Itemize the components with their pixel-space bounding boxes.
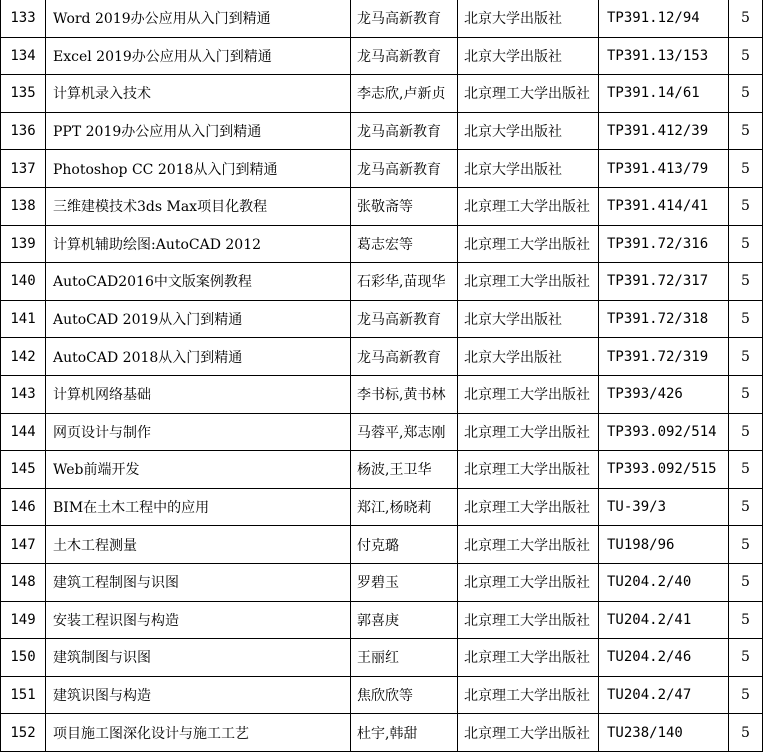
book-author: 龙马高新教育 [351,338,458,376]
row-number: 137 [1,150,46,188]
table-row [1,563,763,601]
table-row [1,375,763,413]
book-title: BIM在土木工程中的应用 [46,488,351,526]
book-publisher: 北京理工大学出版社 [458,676,599,714]
row-number: 145 [1,451,46,489]
book-publisher: 北京大学出版社 [458,0,599,37]
book-call-number: TP391.72/317 [599,263,729,301]
row-number: 148 [1,563,46,601]
row-number: 150 [1,639,46,677]
table-row [1,300,763,338]
book-title: 计算机辅助绘图:AutoCAD 2012 [46,225,351,263]
book-quantity: 5 [729,0,763,37]
book-quantity: 5 [729,714,763,752]
book-publisher: 北京理工大学出版社 [458,263,599,301]
book-title: 计算机录入技术 [46,75,351,113]
book-title: 安装工程识图与构造 [46,601,351,639]
table-row [1,413,763,451]
table-row [1,601,763,639]
book-quantity: 5 [729,676,763,714]
book-quantity: 5 [729,150,763,188]
book-publisher: 北京理工大学出版社 [458,451,599,489]
book-title: Web前端开发 [46,451,351,489]
book-quantity: 5 [729,338,763,376]
book-title: 项目施工图深化设计与施工工艺 [46,714,351,752]
book-call-number: TP393.092/515 [599,451,729,489]
book-call-number: TP393.092/514 [599,413,729,451]
book-quantity: 5 [729,112,763,150]
table-row [1,451,763,489]
table-row [1,639,763,677]
book-title: AutoCAD2016中文版案例教程 [46,263,351,301]
book-call-number: TP393/426 [599,375,729,413]
book-quantity: 5 [729,488,763,526]
book-publisher: 北京理工大学出版社 [458,526,599,564]
table-row [1,676,763,714]
table-row [1,263,763,301]
book-call-number: TP391.412/39 [599,112,729,150]
book-call-number: TP391.13/153 [599,37,729,75]
book-publisher: 北京理工大学出版社 [458,375,599,413]
book-call-number: TP391.12/94 [599,0,729,37]
row-number: 139 [1,225,46,263]
book-author: 张敬斋等 [351,187,458,225]
book-author: 龙马高新教育 [351,112,458,150]
book-title: Excel 2019办公应用从入门到精通 [46,37,351,75]
table-row [1,338,763,376]
book-call-number: TP391.414/41 [599,187,729,225]
book-title: 网页设计与制作 [46,413,351,451]
book-publisher: 北京大学出版社 [458,112,599,150]
row-number: 146 [1,488,46,526]
book-author: 龙马高新教育 [351,150,458,188]
book-title: 三维建模技术3ds Max项目化教程 [46,187,351,225]
book-author: 郑江,杨晓莉 [351,488,458,526]
book-publisher: 北京大学出版社 [458,300,599,338]
row-number: 141 [1,300,46,338]
book-title: 土木工程测量 [46,526,351,564]
table-row [1,225,763,263]
book-quantity: 5 [729,187,763,225]
book-author: 李志欣,卢新贞 [351,75,458,113]
book-quantity: 5 [729,75,763,113]
row-number: 140 [1,263,46,301]
book-title: 计算机网络基础 [46,375,351,413]
book-table-body [1,0,763,751]
book-author: 葛志宏等 [351,225,458,263]
book-call-number: TP391.72/319 [599,338,729,376]
book-call-number: TU-39/3 [599,488,729,526]
book-quantity: 5 [729,300,763,338]
book-publisher: 北京理工大学出版社 [458,413,599,451]
table-row [1,75,763,113]
book-call-number: TU238/140 [599,714,729,752]
book-author: 龙马高新教育 [351,300,458,338]
book-author: 杜宇,韩甜 [351,714,458,752]
table-row [1,37,763,75]
row-number: 134 [1,37,46,75]
book-title: AutoCAD 2019从入门到精通 [46,300,351,338]
table-row [1,150,763,188]
book-author: 石彩华,苗现华 [351,263,458,301]
book-call-number: TU204.2/40 [599,563,729,601]
book-author: 李书标,黄书林 [351,375,458,413]
row-number: 144 [1,413,46,451]
book-author: 王丽红 [351,639,458,677]
row-number: 152 [1,714,46,752]
book-publisher: 北京大学出版社 [458,338,599,376]
book-author: 罗碧玉 [351,563,458,601]
table-row [1,0,763,37]
table-row [1,112,763,150]
book-quantity: 5 [729,263,763,301]
table-row [1,714,763,752]
book-author: 马蓉平,郑志刚 [351,413,458,451]
book-title: Photoshop CC 2018从入门到精通 [46,150,351,188]
book-publisher: 北京理工大学出版社 [458,75,599,113]
book-author: 焦欣欣等 [351,676,458,714]
book-title: 建筑工程制图与识图 [46,563,351,601]
row-number: 142 [1,338,46,376]
book-quantity: 5 [729,639,763,677]
book-quantity: 5 [729,225,763,263]
book-author: 杨波,王卫华 [351,451,458,489]
row-number: 147 [1,526,46,564]
book-call-number: TP391.72/316 [599,225,729,263]
book-title: AutoCAD 2018从入门到精通 [46,338,351,376]
book-publisher: 北京理工大学出版社 [458,488,599,526]
table-row [1,187,763,225]
book-call-number: TU204.2/41 [599,601,729,639]
book-quantity: 5 [729,563,763,601]
book-title: 建筑识图与构造 [46,676,351,714]
book-author: 龙马高新教育 [351,37,458,75]
book-quantity: 5 [729,37,763,75]
book-call-number: TU204.2/47 [599,676,729,714]
book-author: 付克璐 [351,526,458,564]
book-call-number: TU204.2/46 [599,639,729,677]
row-number: 138 [1,187,46,225]
book-publisher: 北京大学出版社 [458,150,599,188]
book-publisher: 北京理工大学出版社 [458,563,599,601]
book-quantity: 5 [729,451,763,489]
table-row [1,526,763,564]
row-number: 143 [1,375,46,413]
book-publisher: 北京理工大学出版社 [458,187,599,225]
book-call-number: TP391.72/318 [599,300,729,338]
book-quantity: 5 [729,375,763,413]
book-author: 郭喜庚 [351,601,458,639]
book-title: 建筑制图与识图 [46,639,351,677]
row-number: 151 [1,676,46,714]
book-publisher: 北京理工大学出版社 [458,639,599,677]
book-publisher: 北京理工大学出版社 [458,225,599,263]
book-call-number: TP391.14/61 [599,75,729,113]
book-author: 龙马高新教育 [351,0,458,37]
row-number: 149 [1,601,46,639]
book-publisher: 北京理工大学出版社 [458,714,599,752]
book-call-number: TP391.413/79 [599,150,729,188]
book-title: Word 2019办公应用从入门到精通 [46,0,351,37]
table-row [1,488,763,526]
book-call-number: TU198/96 [599,526,729,564]
book-quantity: 5 [729,601,763,639]
book-quantity: 5 [729,526,763,564]
book-title: PPT 2019办公应用从入门到精通 [46,112,351,150]
row-number: 133 [1,0,46,37]
book-publisher: 北京理工大学出版社 [458,601,599,639]
book-quantity: 5 [729,413,763,451]
book-publisher: 北京大学出版社 [458,37,599,75]
row-number: 136 [1,112,46,150]
row-number: 135 [1,75,46,113]
